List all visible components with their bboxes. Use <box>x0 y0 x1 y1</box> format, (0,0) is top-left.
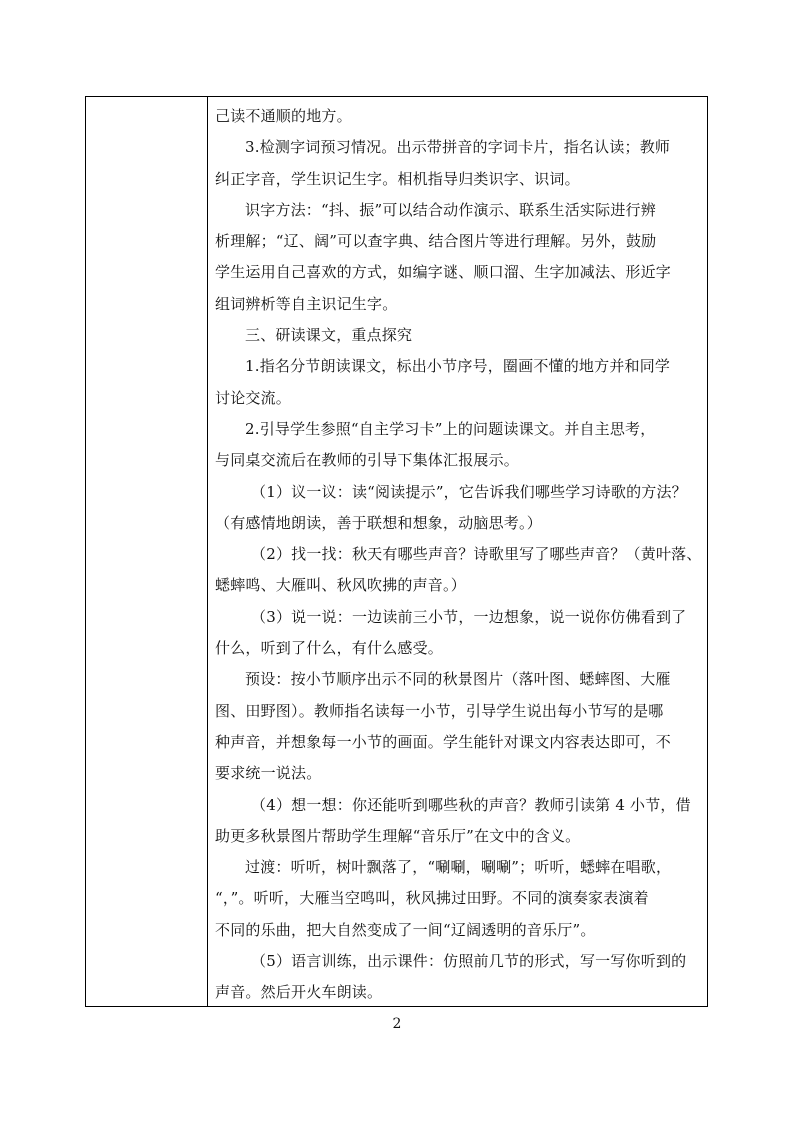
text-line: 2.引导学生参照“自主学习卡”上的问题读课文。并自主思考， <box>245 419 656 438</box>
text-line: 蟋蟀鸣、大雁叫、秋风吹拂的声音。） <box>215 576 466 595</box>
text-line: 学生运用自己喜欢的方式，如编字谜、顺口溜、生字加减法、形近字 <box>215 263 672 282</box>
text-line: （5）语言训练，出示课件：仿照前几节的形式，写一写你听到的 <box>251 952 687 971</box>
text-line: 要求统一说法。 <box>215 764 322 783</box>
text-line: （有感情地朗读，善于联想和想象，动脑思考。） <box>215 513 542 532</box>
text-line: 声音。然后开火车朗读。 <box>215 983 383 1002</box>
text-line: 析理解；“辽、阔”可以查字典、结合图片等进行理解。另外，鼓励 <box>215 232 657 251</box>
text-line: 3.检测字词预习情况。出示带拼音的字词卡片，指名认读；教师 <box>245 138 671 157</box>
lesson-table <box>85 96 708 1007</box>
text-line: 与同桌交流后在教师的引导下集体汇报展示。 <box>215 451 520 470</box>
page-number: 2 <box>392 1016 402 1032</box>
text-line: （1）议一议：读“阅读提示”，它告诉我们哪些学习诗歌的方法？ <box>251 482 687 501</box>
text-line: 1.指名分节朗读课文，标出小节序号，圈画不懂的地方并和同学 <box>245 357 671 376</box>
text-line: 种声音，并想象每一小节的画面。学生能针对课文内容表达即可，不 <box>215 732 672 751</box>
text-line: 什么，听到了什么，有什么感受。 <box>215 639 444 658</box>
text-line: “，”。听听，大雁当空鸣叫，秋风拂过田野。不同的演奏家表演着 <box>215 889 649 908</box>
section-heading: 三、研读课文，重点探究 <box>245 326 413 345</box>
text-line: 预设：按小节顺序出示不同的秋景图片（落叶图、蟋蟀图、大雁 <box>245 670 671 689</box>
text-line: 纠正字音，学生识记生字。相机指导归类识字、识词。 <box>215 169 580 188</box>
text-line: 过渡：听听，树叶飘落了，“唰唰，唰唰”；听听，蟋蟀在唱歌， <box>245 858 672 877</box>
text-line: 助更多秋景图片帮助学生理解“音乐厅”在文中的含义。 <box>215 826 581 845</box>
text-line: 图、田野图）。教师指名读每一小节，引导学生说出每小节写的是哪 <box>215 701 664 720</box>
text-line: 己读不通顺的地方。 <box>215 107 352 125</box>
text-line: （2）找一找：秋天有哪些声音？诗歌里写了哪些声音？（黄叶落、 <box>251 545 702 564</box>
text-line: 识字方法：“抖、振”可以结合动作演示、联系生活实际进行辨 <box>245 200 656 219</box>
text-line: （4）想一想：你还能听到哪些秋的声音？教师引读第 4 小节，借 <box>251 795 691 814</box>
table-content-cell <box>208 97 707 1006</box>
text-line: （3）说一说：一边读前三小节，一边想象，说一说你仿佛看到了 <box>251 607 687 626</box>
text-line: 不同的乐曲，把大自然变成了一间“辽阔透明的音乐厅”。 <box>215 920 596 939</box>
text-line: 讨论交流。 <box>215 388 292 407</box>
text-line: 组词辨析等自主识记生字。 <box>215 294 398 313</box>
table-left-column <box>86 97 208 1006</box>
